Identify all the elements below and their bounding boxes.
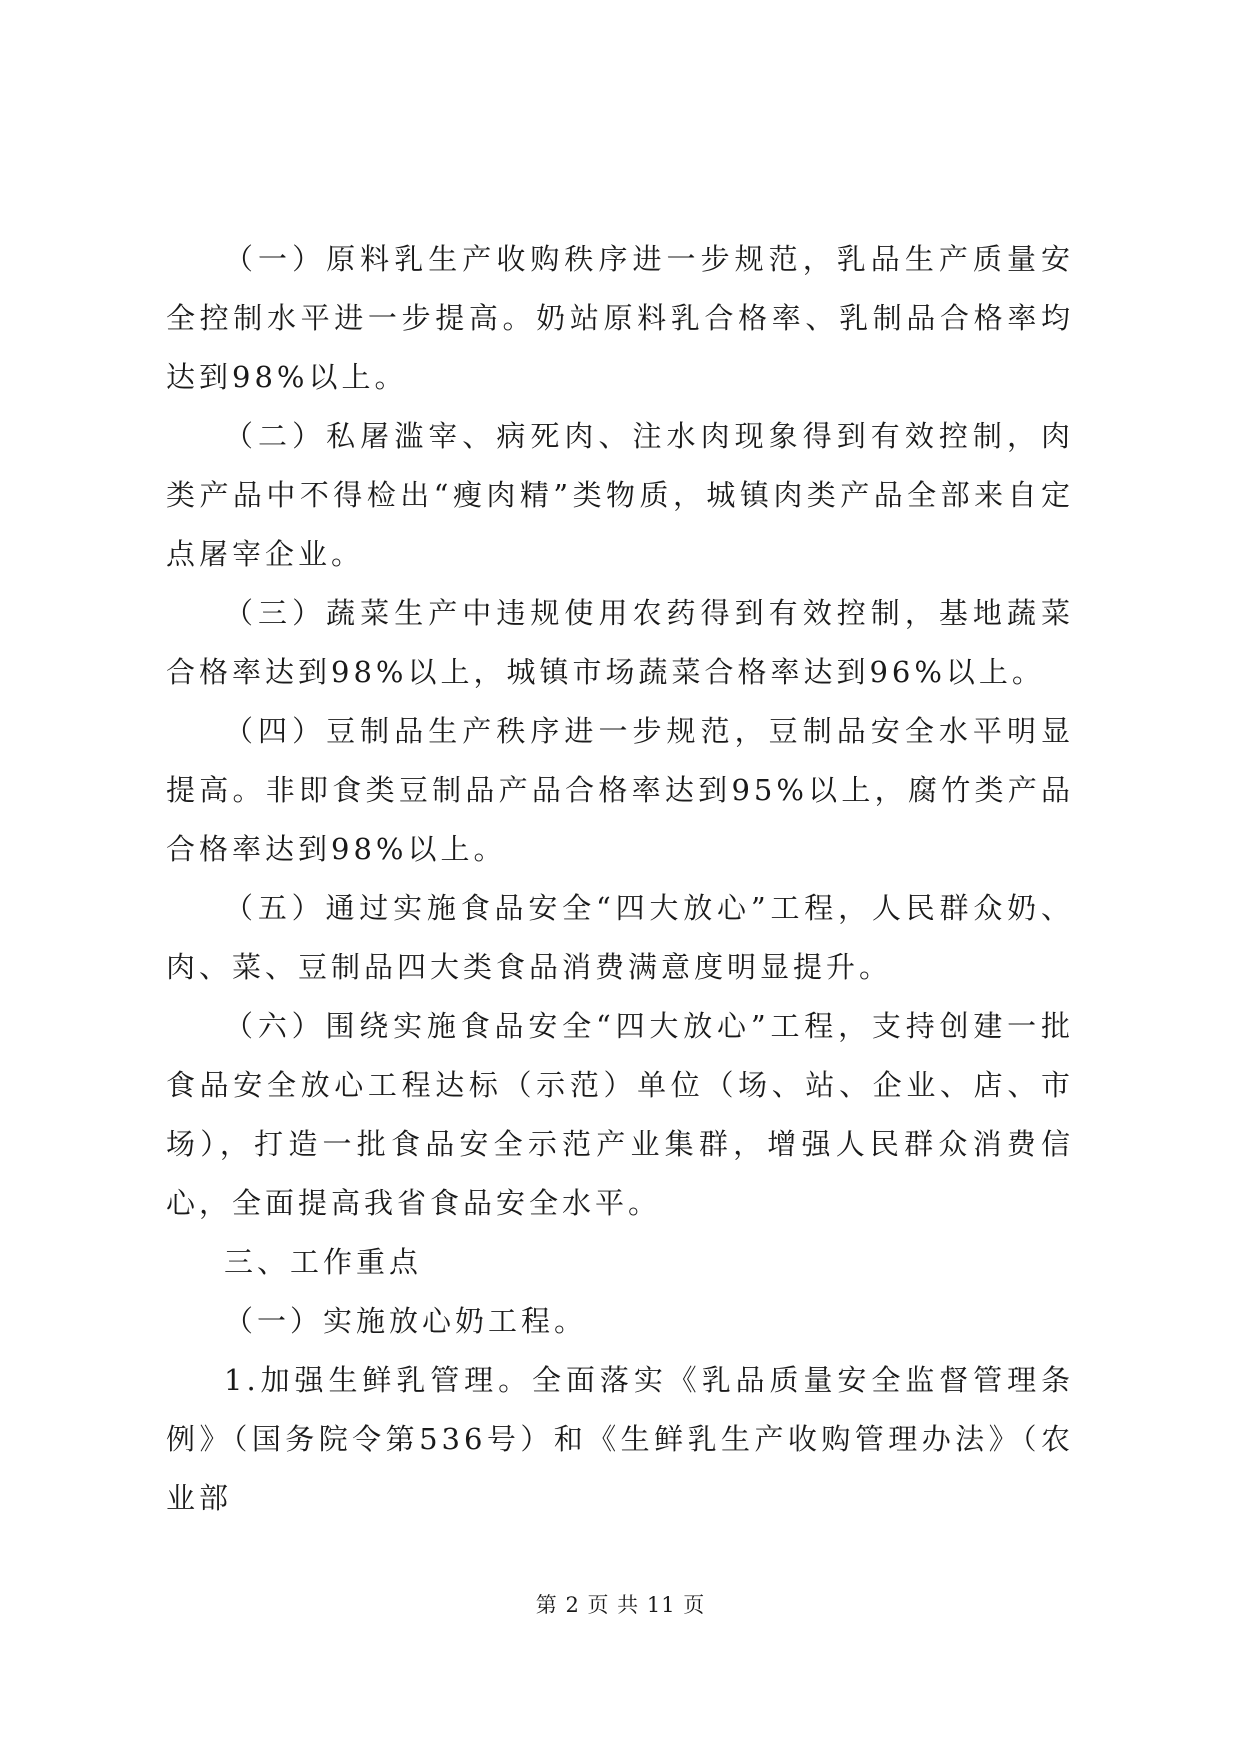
- paragraph-goal-1: （一）原料乳生产收购秩序进一步规范，乳品生产质量安全控制水平进一步提高。奶站原料乳合格率、乳制品合格率均达到98%以上。: [166, 242, 1074, 394]
- paragraph-goal-6: （六）围绕实施食品安全“四大放心”工程，支持创建一批食品安全放心工程达标（示范）单位（场、站、企业、店、市场），打造一批食品安全示范产业集群，增强人民群众消费信心，全面提高我省食品安全水平。: [166, 1009, 1074, 1220]
- paragraph-goal-4: （四）豆制品生产秩序进一步规范，豆制品安全水平明显提高。非即食类豆制品产品合格率达到95%以上，腐竹类产品合格率达到98%以上。: [166, 714, 1074, 866]
- page-number-footer: 第 2 页 共 11 页: [535, 1593, 706, 1617]
- paragraph-goal-3: （三）蔬菜生产中违规使用农药得到有效控制，基地蔬菜合格率达到98%以上，城镇市场蔬菜合格率达到96%以上。: [166, 596, 1074, 689]
- subsection-heading-milk-project: （一）实施放心奶工程。: [224, 1304, 588, 1338]
- document-body: [166, 230, 1074, 1528]
- paragraph-raw-milk-management: 1.加强生鲜乳管理。全面落实《乳品质量安全监督管理条例》（国务院令第536号）和《生鲜乳生产收购管理办法》（农业部: [166, 1363, 1074, 1515]
- paragraph-goal-2: （二）私屠滥宰、病死肉、注水肉现象得到有效控制，肉类产品中不得检出“瘦肉精”类物质，城镇肉类产品全部来自定点屠宰企业。: [166, 419, 1074, 571]
- section-heading-work-focus: 三、工作重点: [224, 1245, 423, 1279]
- paragraph-goal-5: （五）通过实施食品安全“四大放心”工程，人民群众奶、肉、菜、豆制品四大类食品消费满意度明显提升。: [166, 891, 1074, 984]
